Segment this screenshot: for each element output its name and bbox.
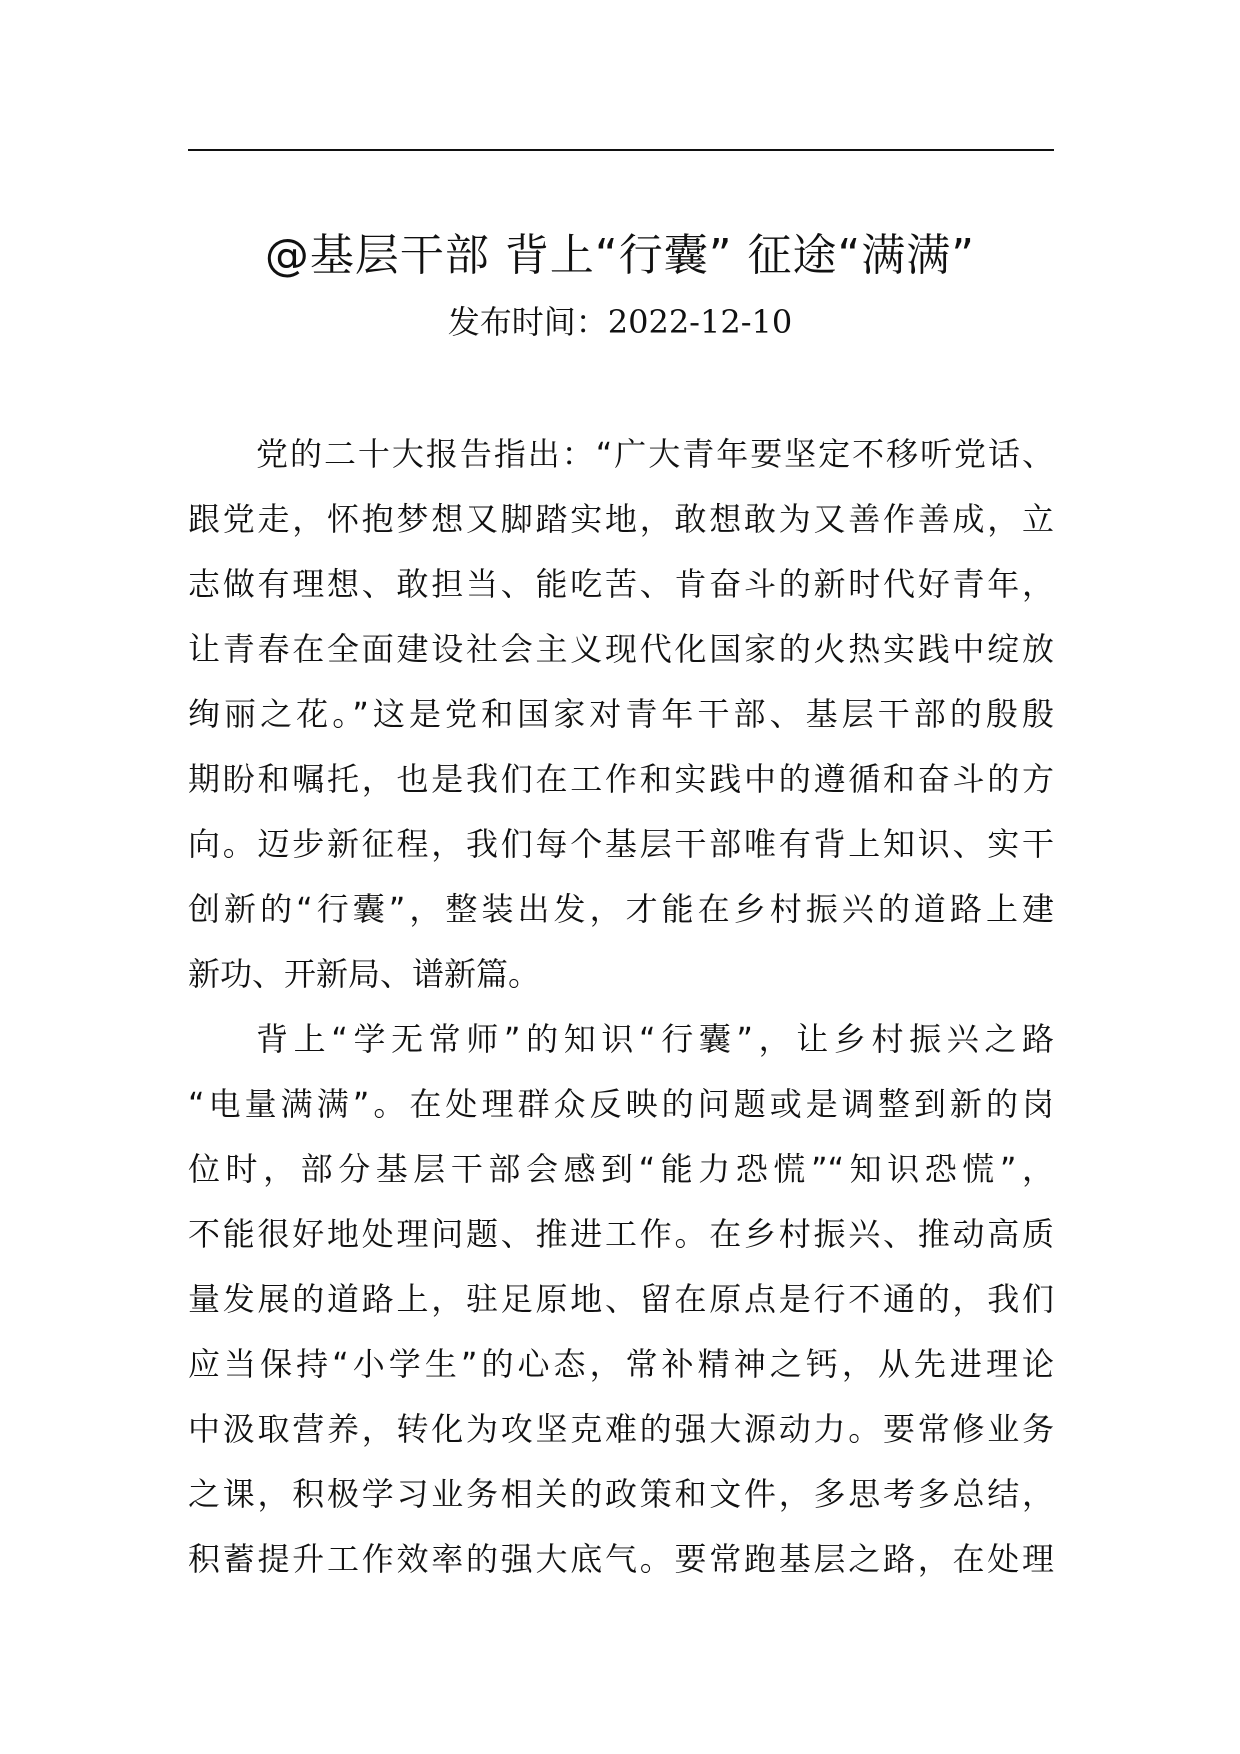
text-line: 向。迈步新征程，我们每个基层干部唯有背上知识、实干 — [188, 825, 1054, 863]
text-line: 绚丽之花。”这是党和国家对青年干部、基层干部的殷殷 — [188, 695, 1054, 733]
text-line: 之课，积极学习业务相关的政策和文件，多思考多总结， — [188, 1475, 1054, 1513]
text-line: 创新的“行囊”，整装出发，才能在乡村振兴的道路上建 — [188, 890, 1054, 928]
text-line: 量发展的道路上，驻足原地、留在原点是行不通的，我们 — [188, 1280, 1054, 1318]
header-rule — [188, 149, 1054, 151]
text-line: 背上“学无常师”的知识“行囊”，让乡村振兴之路 — [256, 1020, 1054, 1058]
text-line: 跟党走，怀抱梦想又脚踏实地，敢想敢为又善作善成，立 — [188, 500, 1054, 538]
text-line: 应当保持“小学生”的心态，常补精神之钙，从先进理论 — [188, 1345, 1054, 1383]
text-line: 新功、开新局、谱新篇。 — [188, 955, 541, 993]
text-line: 期盼和嘱托，也是我们在工作和实践中的遵循和奋斗的方 — [188, 760, 1054, 798]
article-title: @基层干部 背上“行囊” 征途“满满” — [264, 230, 976, 281]
paragraph-1 — [188, 422, 1054, 1007]
text-line: 中汲取营养，转化为攻坚克难的强大源动力。要常修业务 — [188, 1410, 1054, 1448]
text-line: 让青春在全面建设社会主义现代化国家的火热实践中绽放 — [188, 630, 1054, 668]
text-line: 积蓄提升工作效率的强大底气。要常跑基层之路，在处理 — [188, 1540, 1054, 1578]
text-line: “电量满满”。在处理群众反映的问题或是调整到新的岗 — [188, 1085, 1054, 1123]
paragraph-2 — [188, 1007, 1054, 1592]
article-body — [188, 422, 1054, 1592]
text-line: 位时，部分基层干部会感到“能力恐慌”“知识恐慌”， — [188, 1150, 1054, 1188]
publish-date: 发布时间：2022-12-10 — [447, 303, 793, 341]
text-line: 党的二十大报告指出：“广大青年要坚定不移听党话、 — [256, 435, 1054, 473]
text-line: 不能很好地处理问题、推进工作。在乡村振兴、推动高质 — [188, 1215, 1054, 1253]
text-line: 志做有理想、敢担当、能吃苦、肯奋斗的新时代好青年， — [188, 565, 1054, 603]
